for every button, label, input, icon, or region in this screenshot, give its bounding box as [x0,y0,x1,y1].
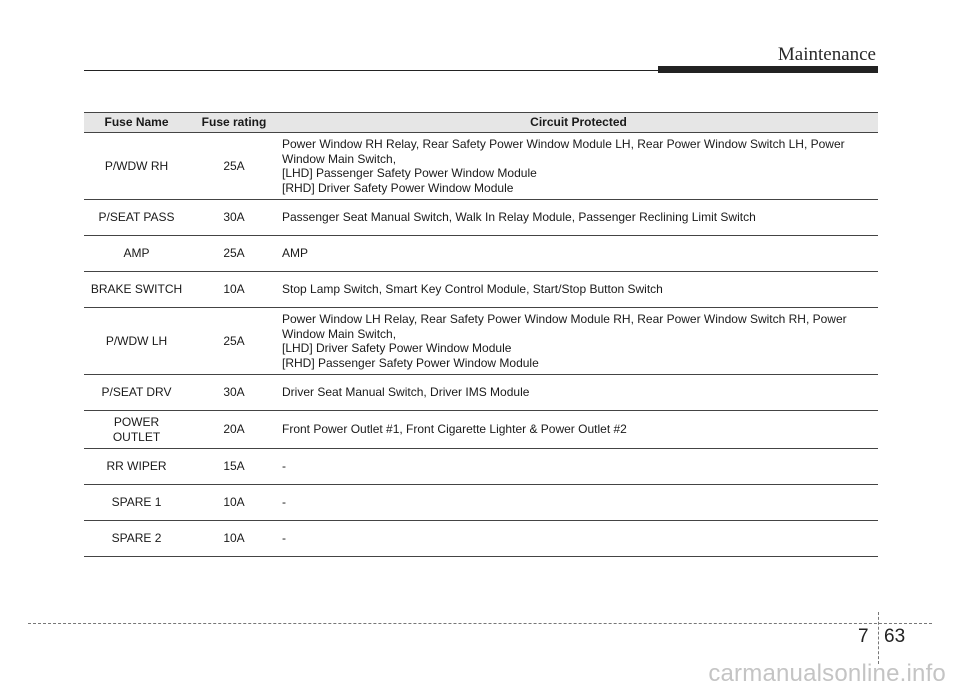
fuse-rating-cell: 30A [189,200,279,236]
table-row [84,411,878,449]
fuse-name-cell: BRAKE SWITCH [84,272,189,308]
table-row [84,133,878,200]
circuit-protected-cell [279,200,878,236]
fuse-name-cell: RR WIPER [84,449,189,485]
circuit-line: [LHD] Passenger Safety Power Window Module [282,166,537,180]
circuit-line: Power Window LH Relay, Rear Safety Power Window Module RH, Rear Power Window Switch RH, Power Window Main Switch, [282,312,847,341]
circuit-line: AMP [282,246,309,261]
circuit-line: [RHD] Driver Safety Power Window Module [282,180,514,195]
footer-dashed-rule [28,623,932,624]
chapter-number: 7 [858,626,869,647]
circuit-protected-cell [279,521,878,557]
column-header-circuit-protected: Circuit Protected [279,113,878,133]
table-header-row [84,113,878,133]
footer-dashed-divider [878,612,879,664]
table-row [84,236,878,272]
fuse-rating-cell: 25A [189,133,279,200]
header-rule-thick [658,66,878,73]
table-row [84,521,878,557]
table-row [84,375,878,411]
fuse-name-cell: P/SEAT PASS [84,200,189,236]
circuit-protected-cell [279,411,878,449]
column-header-fuse-rating: Fuse rating [189,113,279,133]
column-header-fuse-name: Fuse Name [84,113,189,133]
fuse-name-cell: P/WDW LH [84,308,189,375]
fuse-rating-cell: 10A [189,521,279,557]
table-row [84,272,878,308]
table-row [84,308,878,375]
section-title: Maintenance [777,44,876,65]
fuse-name-cell: P/WDW RH [84,133,189,200]
circuit-line: - [282,495,286,510]
fuse-rating-cell: 15A [189,449,279,485]
circuit-line: Driver Seat Manual Switch, Driver IMS Module [282,385,530,400]
circuit-protected-cell [279,272,878,308]
header-rule-thin [84,70,660,71]
circuit-protected-cell [279,485,878,521]
circuit-line: [RHD] Passenger Safety Power Window Module [282,355,539,370]
circuit-line: - [282,531,286,546]
fuse-rating-cell: 25A [189,236,279,272]
table-row [84,449,878,485]
circuit-protected-cell [279,133,878,200]
circuit-protected-cell [279,375,878,411]
circuit-line: [LHD] Driver Safety Power Window Module [282,341,512,355]
fuse-rating-cell: 10A [189,272,279,308]
fuse-rating-cell: 20A [189,411,279,449]
fuse-name-cell: P/SEAT DRV [84,375,189,411]
page-number: 63 [884,626,906,647]
fuse-name-cell: SPARE 2 [84,521,189,557]
circuit-line: Stop Lamp Switch, Smart Key Control Module, Start/Stop Button Switch [282,282,663,297]
fuse-name-cell: POWER OUTLET [84,411,189,449]
fuse-rating-cell: 10A [189,485,279,521]
circuit-line: Power Window RH Relay, Rear Safety Power Window Module LH, Rear Power Window Switch LH, Power Window Main Switch, [282,137,845,166]
fuse-rating-cell: 25A [189,308,279,375]
fuse-rating-cell: 30A [189,375,279,411]
watermark: carmanualsonline.info [708,660,946,687]
circuit-line: - [282,459,286,474]
circuit-line: Passenger Seat Manual Switch, Walk In Relay Module, Passenger Reclining Limit Switch [282,210,756,225]
fuse-name-cell: AMP [84,236,189,272]
circuit-protected-cell [279,308,878,375]
fuse-name-cell: SPARE 1 [84,485,189,521]
circuit-protected-cell [279,236,878,272]
circuit-protected-cell [279,449,878,485]
table-row [84,485,878,521]
fuse-table [84,112,878,557]
table-row [84,200,878,236]
circuit-line: Front Power Outlet #1, Front Cigarette Lighter & Power Outlet #2 [282,422,627,437]
